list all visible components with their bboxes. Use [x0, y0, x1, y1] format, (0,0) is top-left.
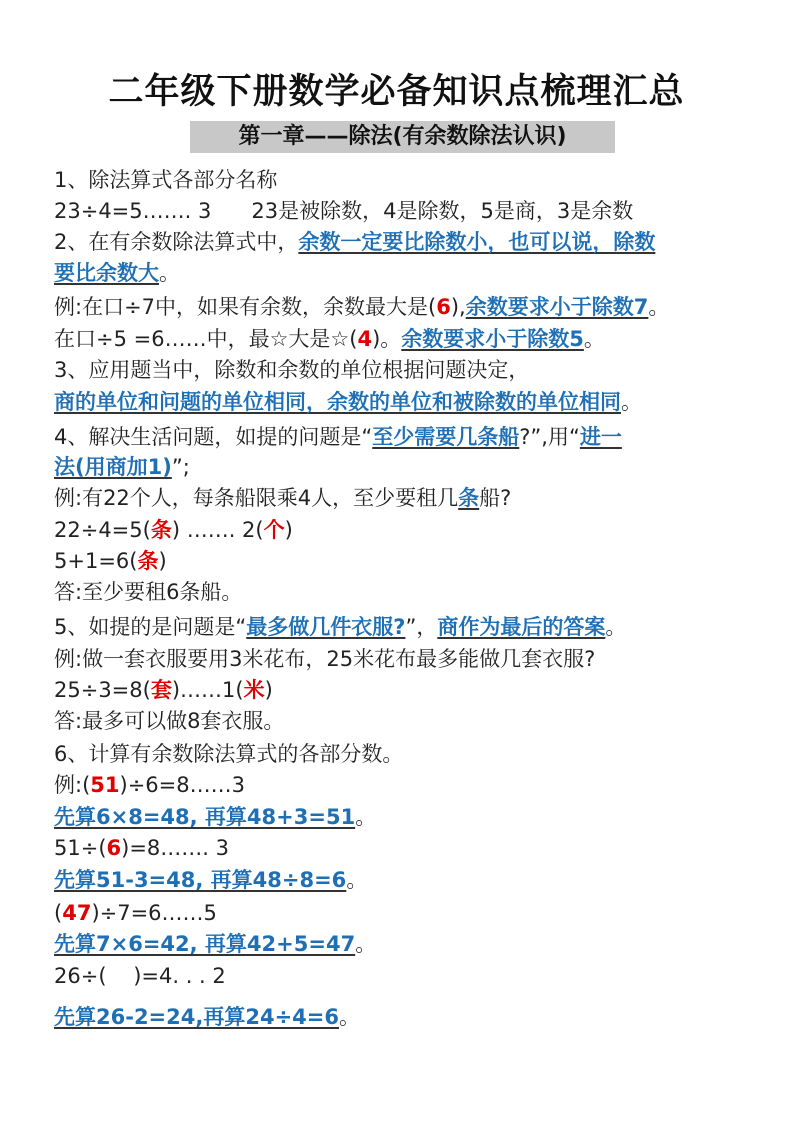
body-text: 答:至少要租6条船。 — [54, 580, 243, 604]
highlighted-text: 余数要求小于除数7 — [465, 295, 649, 319]
body-text: 1、除法算式各部分名称 — [54, 168, 278, 192]
text-line — [54, 166, 277, 194]
answer-text: 4 — [357, 327, 373, 351]
body-text: 5、如提的是问题是“ — [54, 615, 247, 639]
body-text: 51÷( — [54, 836, 107, 860]
body-text: ) — [158, 549, 167, 573]
text-line — [54, 740, 403, 768]
highlighted-text: 法(用商加1) — [54, 455, 172, 479]
highlighted-text: 商的单位和问题的单位相同，余数的单位和被除数的单位相同 — [54, 390, 621, 414]
body-text: 2、在有余数除法算式中， — [54, 230, 299, 254]
highlighted-text: 条 — [458, 486, 480, 510]
text-line — [54, 866, 367, 894]
body-text: ”， — [405, 615, 438, 639]
highlighted-text: 先算6×8=48, 再算48+3=51 — [54, 805, 356, 829]
body-text: 例:( — [54, 773, 91, 797]
body-text: )÷7=6……5 — [91, 901, 217, 925]
text-line — [54, 388, 642, 416]
text-line — [54, 771, 245, 799]
text-line — [54, 293, 669, 321]
body-text: 。 — [159, 261, 180, 285]
text-line — [54, 803, 376, 831]
text-line — [54, 259, 180, 287]
text-line — [54, 356, 529, 384]
highlighted-text: 商作为最后的答案 — [437, 615, 606, 639]
chapter-heading: 第一章——除法(有余数除法认识) — [190, 121, 615, 153]
text-line — [54, 930, 376, 958]
body-text: 。 — [339, 1005, 360, 1029]
body-text: 。 — [583, 327, 605, 351]
body-text: ?”,用“ — [519, 425, 580, 449]
text-line — [54, 899, 217, 927]
body-text: 6、计算有余数除法算式的各部分数。 — [54, 742, 404, 766]
body-text: 22÷4=5( — [54, 518, 151, 542]
body-text: ) ……. 2( — [171, 518, 264, 542]
highlighted-text: 至少需要几条船 — [372, 425, 520, 449]
text-line — [54, 516, 293, 544]
answer-text: 51 — [90, 773, 120, 797]
highlighted-text: 先算51-3=48, 再算48÷8=6 — [54, 868, 347, 892]
answer-text: 套 — [150, 678, 172, 702]
text-line — [54, 613, 626, 641]
answer-text: 个 — [263, 518, 285, 542]
body-text: 26÷( )=4. . . 2 — [54, 964, 226, 988]
body-text: 5+1=6( — [54, 549, 138, 573]
body-text: 船? — [479, 486, 512, 510]
highlighted-text: 先算7×6=42, 再算42+5=47 — [54, 932, 356, 956]
body-text: 例:做一套衣服要用3米花布，25米花布最多能做几套衣服? — [54, 647, 596, 671]
body-text: 。 — [648, 295, 670, 319]
body-text: )=8……. 3 — [121, 836, 230, 860]
body-text: 例:在口÷7中，如果有余数，余数最大是( — [54, 295, 437, 319]
highlighted-text: 先算26-2=24,再算24÷4=6 — [54, 1005, 339, 1029]
highlighted-text: 余数要求小于除数5 — [401, 327, 584, 351]
text-line — [54, 484, 511, 512]
body-text: )。 — [372, 327, 402, 351]
answer-text: 条 — [150, 518, 172, 542]
text-line — [54, 547, 167, 575]
text-line — [54, 962, 226, 990]
body-text: 。 — [355, 932, 377, 956]
body-text: )÷6=8……3 — [119, 773, 245, 797]
highlighted-text: 进一 — [579, 425, 622, 449]
text-line — [54, 325, 605, 353]
text-line — [54, 578, 242, 606]
body-text: ) — [284, 518, 293, 542]
text-line — [54, 197, 633, 225]
body-text: 。 — [605, 615, 627, 639]
body-text: 23÷4=5……. 3 23是被除数，4是除数，5是商，3是余数 — [54, 199, 634, 223]
body-text: 3、应用题当中，除数和余数的单位根据问题决定， — [54, 358, 530, 382]
text-line — [54, 834, 229, 862]
highlighted-text: 余数一定要比除数小，也可以说，除数 — [298, 230, 656, 254]
page-title: 二年级下册数学必备知识点梳理汇总 — [108, 72, 685, 112]
body-text: )……1( — [171, 678, 244, 702]
body-text: ”; — [171, 455, 190, 479]
text-line — [54, 645, 595, 673]
text-line — [54, 1003, 360, 1031]
body-text: ( — [54, 901, 63, 925]
text-line — [54, 423, 622, 451]
answer-text: 47 — [62, 901, 92, 925]
body-text: 25÷3=8( — [54, 678, 151, 702]
text-line — [54, 453, 190, 481]
text-line — [54, 707, 284, 735]
body-text: ) — [264, 678, 273, 702]
text-line — [54, 228, 655, 256]
answer-text: 6 — [106, 836, 122, 860]
answer-text: 米 — [243, 678, 265, 702]
answer-text: 6 — [436, 295, 451, 319]
answer-text: 条 — [137, 549, 159, 573]
body-text: 例:有22个人，每条船限乘4人，至少要租几 — [54, 486, 459, 510]
body-text: 答:最多可以做8套衣服。 — [54, 709, 285, 733]
highlighted-text: 要比余数大 — [54, 261, 159, 285]
body-text: 在口÷5 =6……中，最☆大是☆( — [54, 327, 358, 351]
text-line — [54, 676, 273, 704]
body-text: 。 — [621, 390, 642, 414]
body-text: 。 — [355, 805, 377, 829]
body-text: ), — [450, 295, 466, 319]
highlighted-text: 最多做几件衣服? — [246, 615, 406, 639]
body-text: 。 — [346, 868, 368, 892]
body-text: 4、解决生活问题，如提的问题是“ — [54, 425, 373, 449]
